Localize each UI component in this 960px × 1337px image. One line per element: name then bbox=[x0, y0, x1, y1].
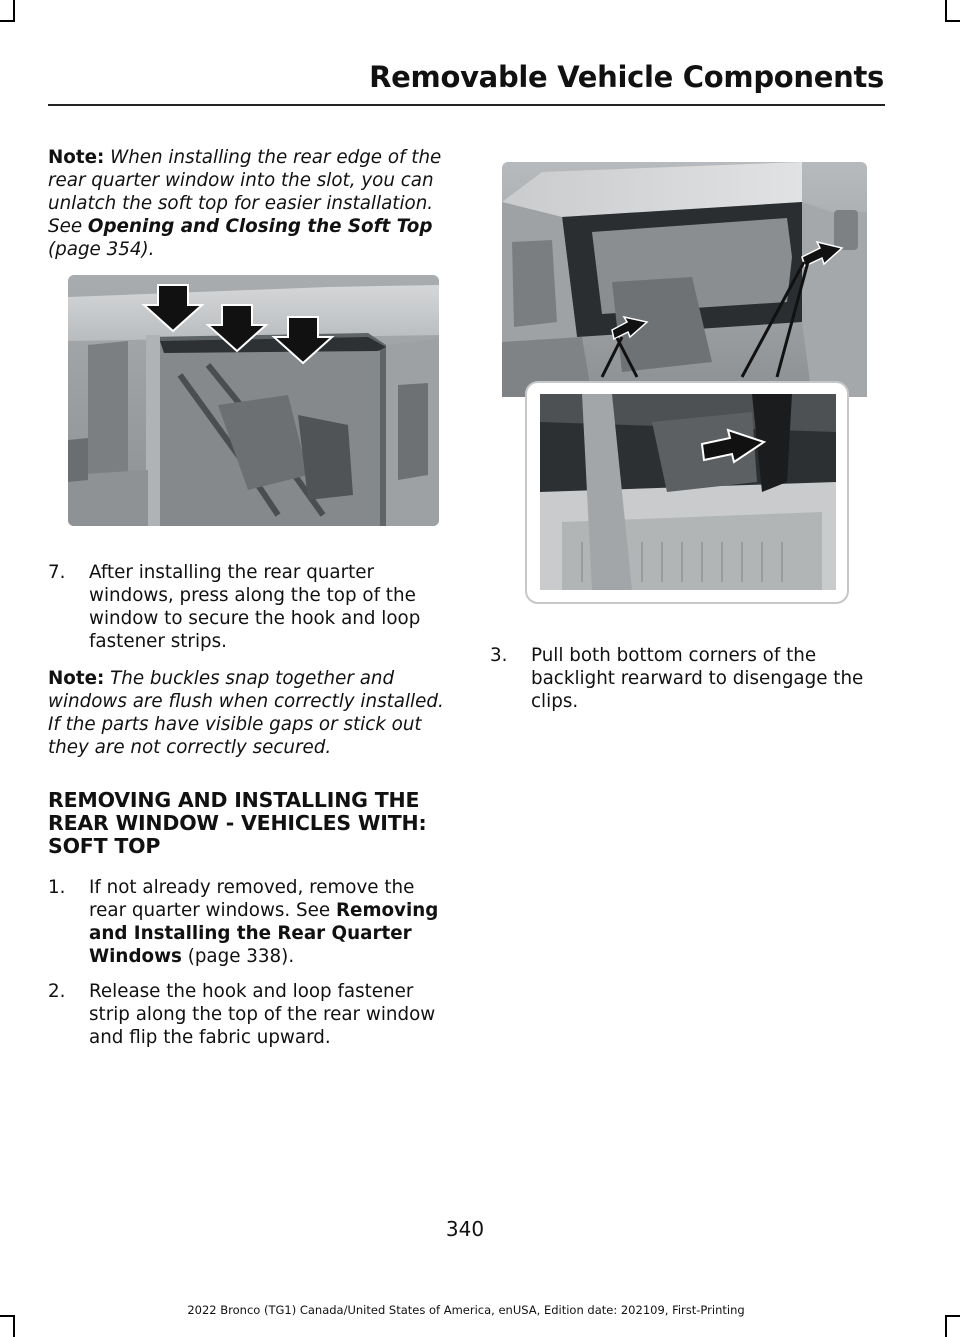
page-number: 340 bbox=[445, 1217, 485, 1241]
crop-mark bbox=[0, 20, 15, 22]
rear-quarter-window-illustration bbox=[68, 275, 439, 526]
page-reference: (page 338). bbox=[187, 946, 295, 967]
footer-edition-info: 2022 Bronco (TG1) Canada/United States of America, enUSA, Edition date: 202109, First-Printing bbox=[187, 1303, 745, 1317]
crop-mark bbox=[945, 1315, 960, 1317]
note-text: The buckles snap together and windows are flush when correctly installed. If the parts have visible gaps or stick out they are not correctly secured. bbox=[48, 668, 444, 758]
note-text: When installing the rear edge of the rear quarter window into the slot, you can unlatch the soft top for easier installation. See bbox=[48, 147, 442, 237]
note-label: Note: bbox=[48, 147, 105, 168]
step-3 bbox=[490, 644, 885, 713]
step-text: After installing the rear quarter windows, press along the top of the window to secure the hook and loop fastener strips. bbox=[89, 562, 421, 652]
step-text: If not already removed, remove the rear quarter windows. See bbox=[89, 877, 415, 921]
step-7 bbox=[48, 561, 448, 653]
title-divider bbox=[48, 104, 885, 106]
figure-rear-quarter-window bbox=[68, 275, 439, 526]
crop-mark bbox=[13, 1315, 15, 1337]
step-1 bbox=[48, 876, 448, 968]
crop-mark bbox=[945, 20, 960, 22]
step-text: Pull both bottom corners of the backlight rearward to disengage the clips. bbox=[531, 645, 864, 712]
note-buckles bbox=[48, 667, 448, 759]
crop-mark bbox=[945, 1315, 947, 1337]
section-heading: REMOVING AND INSTALLING THE REAR WINDOW - VEHICLES WITH: SOFT TOP bbox=[48, 788, 427, 858]
backlight-clips-illustration bbox=[502, 162, 867, 605]
figure-rear-window-backlight bbox=[502, 162, 867, 605]
crop-mark bbox=[13, 0, 15, 22]
step-number: 2. bbox=[48, 981, 66, 1002]
step-number: 1. bbox=[48, 877, 66, 898]
note-soft-top-unlatch bbox=[48, 146, 448, 261]
cross-reference-link[interactable]: Removing and Installing the Rear Quarter Windows bbox=[89, 900, 439, 967]
step-2 bbox=[48, 980, 448, 1049]
page-title: Removable Vehicle Components bbox=[369, 60, 884, 94]
step-text: Release the hook and loop fastener strip along the top of the rear window and flip the fabric upward. bbox=[89, 981, 436, 1048]
page-reference: (page 354). bbox=[48, 239, 155, 260]
cross-reference-link[interactable]: Opening and Closing the Soft Top bbox=[87, 216, 433, 237]
step-number: 3. bbox=[490, 645, 508, 666]
crop-mark bbox=[945, 0, 947, 22]
right-column bbox=[490, 644, 885, 725]
note-label: Note: bbox=[48, 668, 105, 689]
step-number: 7. bbox=[48, 562, 66, 583]
